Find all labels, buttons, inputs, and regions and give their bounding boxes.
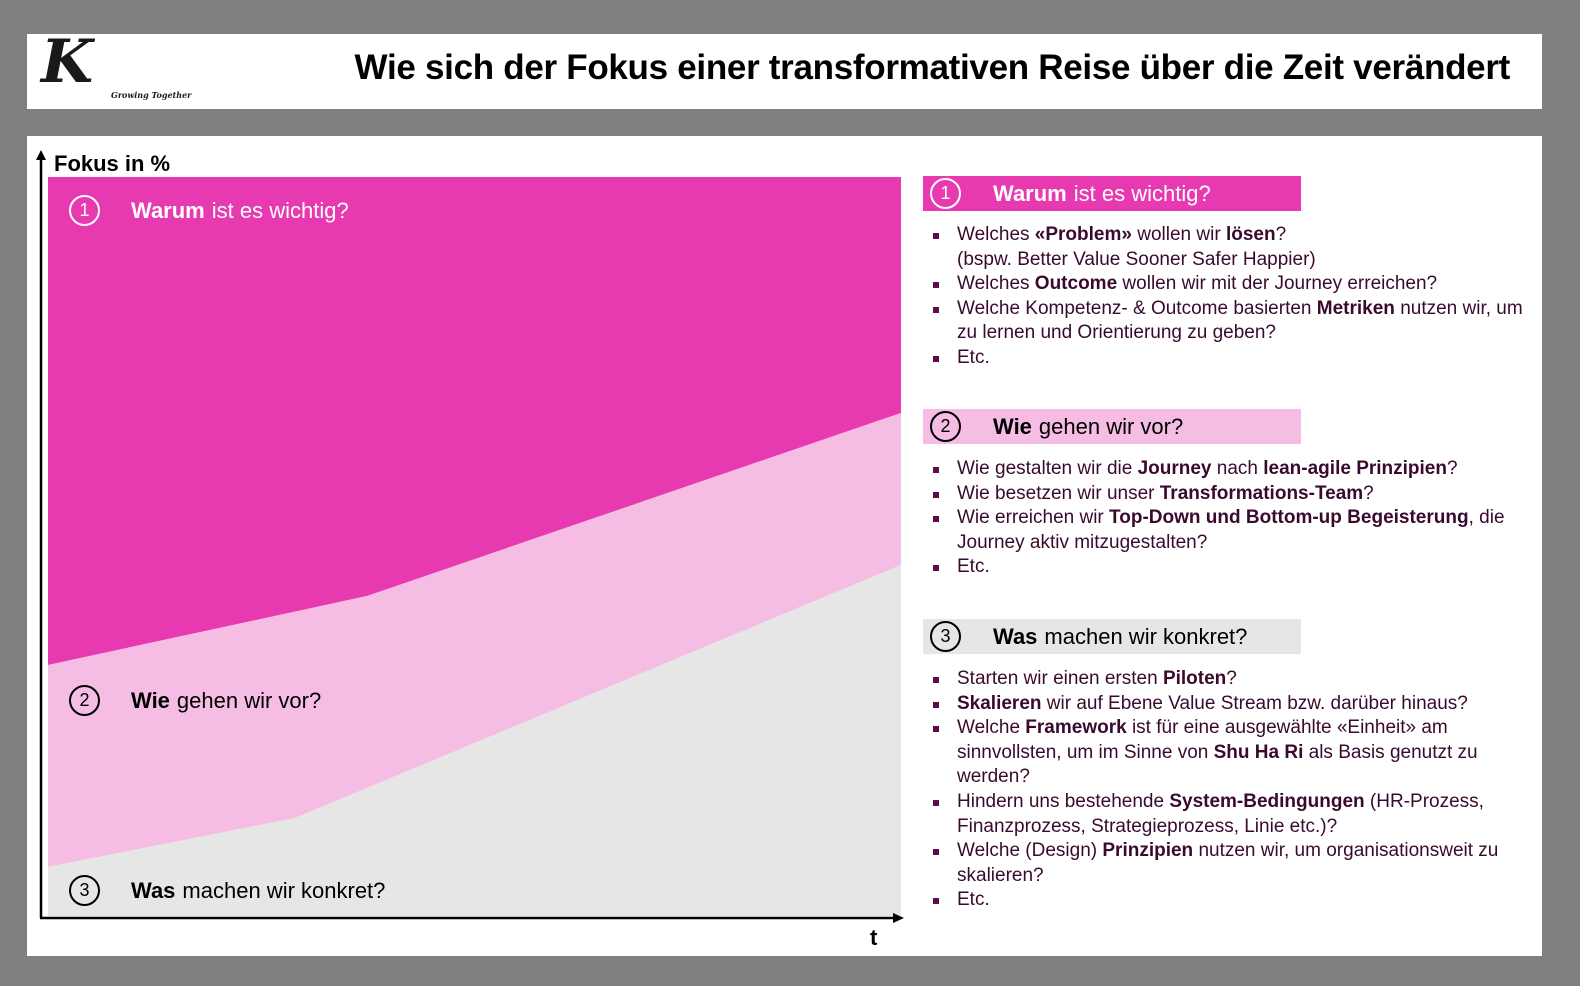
y-axis-label: Fokus in % [54, 151, 171, 176]
bullet-text: , die Journey aktiv mitzugestalten? [957, 507, 1505, 553]
main-panel [27, 136, 1542, 956]
bullet-bold-text: Skalieren [957, 692, 1042, 714]
area-label-text: machen wir konkret? [182, 877, 386, 903]
number-badge: 1 [69, 195, 100, 226]
bullet-text: (bspw. Better Value Sooner Safer Happier) [957, 248, 1316, 270]
bullet-text: Welches [957, 273, 1035, 295]
bullet-item [931, 667, 1537, 692]
bullet-text: Wie erreichen wir [957, 507, 1110, 529]
bullet-text: Etc. [957, 346, 990, 368]
bullet-text: (HR-Prozess, Finanzprozess, Strategieprozess, Linie etc.)? [957, 790, 1484, 837]
bullet-text: Etc. [957, 889, 990, 911]
bullet-text: als Basis genutzt zu werden? [957, 741, 1478, 788]
area-label-warum [69, 195, 349, 226]
bullet-text: ? [1446, 458, 1458, 479]
bullet-text: Wie besetzen wir unser [957, 482, 1160, 504]
logo-tagline: Growing Together [111, 90, 192, 100]
bullet-text: Wie gestalten wir die [957, 458, 1138, 479]
bullet-bold-text: Outcome [1034, 273, 1118, 295]
bullet-text: ? [1275, 224, 1287, 245]
bullet-item [931, 506, 1537, 555]
section-header-bold: Wie [993, 413, 1032, 439]
area-label-was [69, 875, 385, 906]
bullet-item [931, 223, 1537, 272]
company-logo [33, 27, 203, 104]
number-badge: 3 [930, 621, 961, 652]
area-label-bold: Warum [131, 197, 205, 223]
section-header-text: machen wir konkret? [1044, 623, 1248, 649]
number-badge: 2 [930, 411, 961, 442]
bullet-text: nutzen wir, um organisationsweit zu skalieren? [957, 840, 1499, 886]
focus-area-chart [27, 136, 907, 956]
bullet-text: nach [1211, 458, 1264, 479]
bullet-list-was [931, 667, 1537, 913]
bullet-bold-text: «Problem» [1034, 224, 1132, 245]
x-axis-label: t [870, 925, 878, 950]
area-label-text: ist es wichtig? [211, 197, 349, 223]
bullet-text: Starten wir einen ersten [957, 668, 1163, 689]
bullet-item [931, 457, 1537, 482]
bullet-text: ? [1226, 668, 1237, 689]
bullet-text: ? [1363, 482, 1374, 504]
section-header-wie [923, 409, 1301, 444]
bullet-item [931, 482, 1537, 507]
page-title: Wie sich der Fokus einer transformativen Reise über die Zeit verändert [354, 48, 1510, 87]
bullet-text: wollen wir [1131, 224, 1226, 245]
bullet-bold-text: Framework [1025, 717, 1127, 739]
area-label-bold: Wie [131, 687, 170, 713]
bullet-bold-text: Metriken [1316, 297, 1395, 319]
bullet-item [931, 888, 1537, 913]
number-badge: 2 [69, 685, 100, 716]
bullet-item [931, 272, 1537, 297]
bullet-text: wir auf Ebene Value Stream bzw. darüber hinaus? [1041, 692, 1468, 714]
bullet-item [931, 790, 1537, 839]
area-label-wie [69, 685, 321, 716]
area-label-bold: Was [131, 877, 176, 903]
bullet-item [931, 839, 1537, 888]
bullet-bold-text: lean-agile Prinzipien [1263, 458, 1447, 479]
bullet-text: Hindern uns bestehende [957, 790, 1170, 812]
bullet-item [931, 716, 1537, 790]
bullet-bold-text: Prinzipien [1102, 840, 1194, 862]
number-badge: 1 [930, 178, 961, 209]
bullet-bold-text: Shu Ha Ri [1213, 741, 1304, 763]
section-header-bold: Warum [993, 180, 1067, 206]
bullet-bold-text: Transformations-Team [1159, 482, 1364, 504]
bullet-bold-text: System-Bedingungen [1169, 790, 1365, 812]
y-axis-arrow [36, 150, 46, 160]
bullet-text: ist für eine ausgewählte «Einheit» am sinnvollsten, um im Sinne von [957, 717, 1448, 763]
bullet-bold-text: lösen [1225, 224, 1276, 245]
bullet-text: Etc. [957, 556, 990, 578]
header-bar [27, 27, 1542, 109]
bullet-item [931, 555, 1537, 580]
bullet-bold-text: Top-Down und Bottom-up Begeisterung [1109, 507, 1469, 529]
section-header-text: ist es wichtig? [1073, 180, 1211, 206]
logo-letter: K [41, 27, 94, 97]
bullet-bold-text: Piloten [1162, 668, 1227, 689]
bullet-text: Welche (Design) [957, 840, 1103, 862]
bullet-text: wollen wir mit der Journey erreichen? [1117, 273, 1438, 295]
bullet-text: Welche Kompetenz- & Outcome basierten [957, 297, 1317, 319]
bullet-text: Welches [957, 224, 1035, 245]
bullet-item [931, 346, 1537, 371]
bullet-list-warum [931, 223, 1537, 371]
section-header-warum [923, 176, 1301, 211]
bullet-item [931, 692, 1537, 717]
area-label-text: gehen wir vor? [176, 687, 322, 713]
number-badge: 3 [69, 875, 100, 906]
bullet-list-wie [931, 457, 1537, 580]
section-header-bold: Was [993, 623, 1038, 649]
bullet-item [931, 297, 1537, 346]
bullet-text: Welche [957, 717, 1026, 739]
section-header-was [923, 619, 1301, 654]
section-header-text: gehen wir vor? [1038, 413, 1184, 439]
bullet-text: nutzen wir, um zu lernen und Orientierung zu geben? [957, 297, 1523, 344]
bullet-bold-text: Journey [1137, 458, 1212, 479]
